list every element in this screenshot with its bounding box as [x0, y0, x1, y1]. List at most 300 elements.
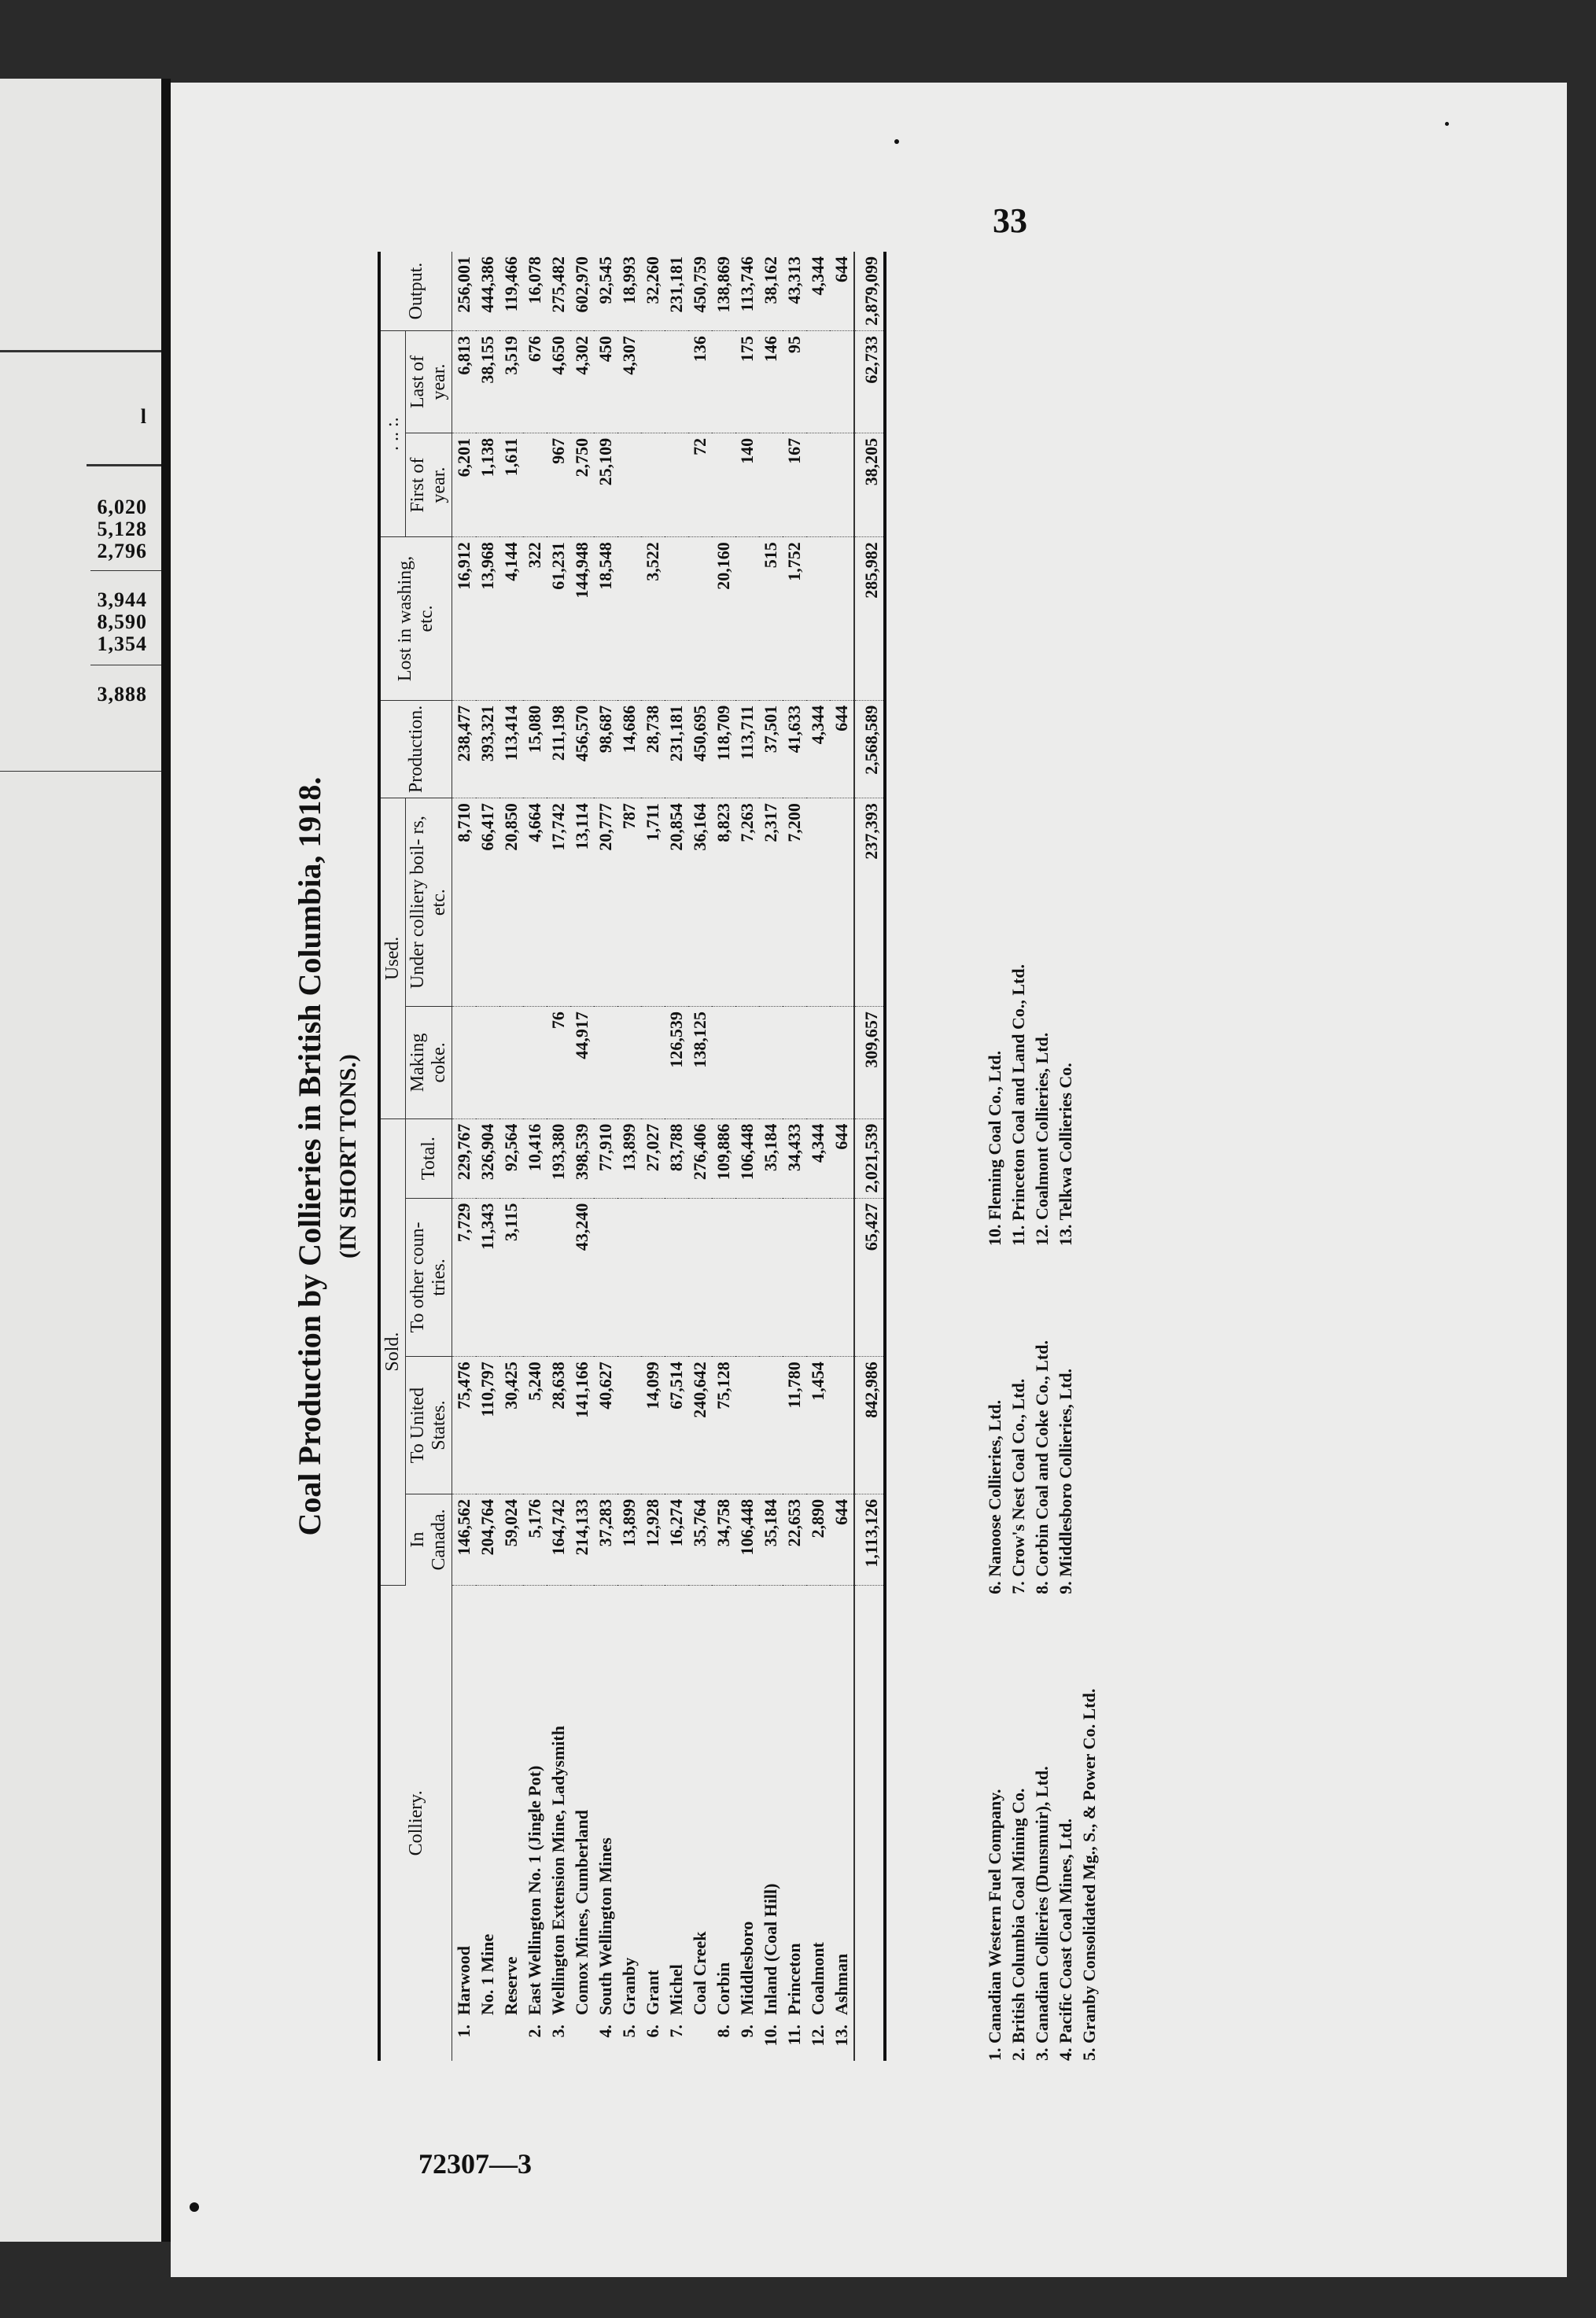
row-index: [499, 2020, 523, 2061]
footnote: 9. Middlesboro Collieries, Ltd.: [1056, 1368, 1075, 1594]
cell-last: 450: [594, 331, 617, 433]
cell-total: 398,539: [570, 1118, 594, 1198]
colliery-name: Reserve: [501, 1956, 521, 2015]
cell-lost: [735, 537, 759, 701]
colliery-name: Princeton: [784, 1943, 804, 2015]
speck: [894, 139, 899, 144]
cell-to-us: 11,780: [783, 1357, 806, 1494]
cell-boilers: 8,710: [452, 798, 477, 1007]
speck: [1445, 122, 1449, 126]
cell-production: 211,198: [547, 700, 570, 798]
cell-first: 1,611: [499, 433, 523, 536]
cell-output: 138,869: [712, 252, 735, 331]
cell-coke: [476, 1007, 499, 1119]
row-index: 2.: [525, 2025, 544, 2038]
left-page-number: 5,128: [97, 518, 147, 540]
row-index: 6.: [643, 2025, 662, 2038]
cell-coke: [641, 1007, 665, 1119]
cell-to-other: [830, 1198, 854, 1357]
cell-output: 275,482: [547, 252, 570, 331]
cell-to-other: [735, 1198, 759, 1357]
footnote: 10. Fleming Coal Co., Ltd.: [985, 1050, 1004, 1247]
cell-total: 10,416: [523, 1118, 547, 1198]
cell-to-us: 28,638: [547, 1357, 570, 1494]
cell-total: 27,027: [641, 1118, 665, 1198]
cell-production: 37,501: [759, 700, 783, 798]
cell-last: 676: [523, 331, 547, 433]
cell-first: [617, 433, 641, 536]
footnote: 11. Princeton Coal and Land Co., Ltd.: [1008, 964, 1028, 1247]
cell-total: 77,910: [594, 1118, 617, 1198]
cell-total: 92,564: [499, 1118, 523, 1198]
row-index: 13.: [831, 2025, 851, 2047]
total-output: 2,879,099: [854, 252, 885, 331]
coal-production-table: [378, 252, 886, 2061]
cell-in-canada: 12,928: [641, 1494, 665, 1585]
cell-first: 967: [547, 433, 570, 536]
cell-last: 146: [759, 331, 783, 433]
cell-output: 43,313: [783, 252, 806, 331]
left-page-rule: [0, 350, 161, 352]
cell-last: [641, 331, 665, 433]
cell-in-canada: 16,274: [665, 1494, 688, 1585]
cell-boilers: 7,200: [783, 798, 806, 1007]
cell-to-us: 1,454: [806, 1357, 830, 1494]
cell-output: 113,746: [735, 252, 759, 331]
cell-boilers: [806, 798, 830, 1007]
header-in-canada: In Canada.: [406, 1494, 452, 1585]
table-row: [806, 252, 830, 2061]
footnote: 5. Granby Consolidated Mg., S., & Power Co. Ltd.: [1079, 1688, 1099, 2061]
cell-first: [665, 433, 688, 536]
cell-lost: 515: [759, 537, 783, 701]
cell-lost: 61,231: [547, 537, 570, 701]
cell-first: [523, 433, 547, 536]
cell-lost: [806, 537, 830, 701]
row-index: 9.: [737, 2025, 757, 2038]
cell-to-other: [759, 1198, 783, 1357]
cell-to-other: [712, 1198, 735, 1357]
colliery-name: Coal Creek: [690, 1931, 710, 2015]
row-index: 7.: [666, 2025, 686, 2038]
cell-coke: [712, 1007, 735, 1119]
table-row: [759, 252, 783, 2061]
cell-to-us: [830, 1357, 854, 1494]
footnotes-column: [983, 1689, 1101, 2061]
left-page-number: 2,796: [97, 540, 147, 562]
cell-to-other: [594, 1198, 617, 1357]
cell-production: 450,695: [688, 700, 712, 798]
colliery-name: Harwood: [454, 1946, 474, 2015]
table-row: [783, 252, 806, 2061]
cell-in-canada: 35,184: [759, 1494, 783, 1585]
cell-coke: [735, 1007, 759, 1119]
cell-output: 644: [830, 252, 854, 331]
total-boilers: 237,393: [854, 798, 885, 1007]
cell-boilers: 7,263: [735, 798, 759, 1007]
cell-total: 83,788: [665, 1118, 688, 1198]
total-coke: 309,657: [854, 1007, 885, 1119]
cell-output: 119,466: [499, 252, 523, 331]
colliery-name: Inland (Coal Hill): [761, 1883, 780, 2015]
cell-in-canada: 34,758: [712, 1494, 735, 1585]
cell-to-us: 110,797: [476, 1357, 499, 1494]
cell-last: [665, 331, 688, 433]
total-lost: 285,982: [854, 537, 885, 701]
footnotes-column: [983, 1340, 1101, 1594]
colliery-name: South Wellington Mines: [595, 1837, 615, 2015]
cell-last: 4,650: [547, 331, 570, 433]
left-page-number: 6,020: [97, 496, 147, 518]
left-page-rule: [90, 570, 161, 571]
row-index: 3.: [548, 2025, 568, 2038]
total-to-other: 65,427: [854, 1198, 885, 1357]
header-under-boilers: Under colliery boil- rs, etc.: [406, 798, 452, 1007]
total-to-us: 842,986: [854, 1357, 885, 1494]
cell-output: 32,260: [641, 252, 665, 331]
cell-last: 3,519: [499, 331, 523, 433]
cell-boilers: 2,317: [759, 798, 783, 1007]
cell-to-other: [806, 1198, 830, 1357]
total-last: 62,733: [854, 331, 885, 433]
cell-last: 4,307: [617, 331, 641, 433]
footnote: 7. Crow's Nest Coal Co., Ltd.: [1008, 1378, 1028, 1594]
left-page-rule: [87, 464, 161, 466]
cell-production: 113,414: [499, 700, 523, 798]
header-last-of-year: Last of year.: [406, 331, 452, 433]
cell-output: 231,181: [665, 252, 688, 331]
cell-lost: 4,144: [499, 537, 523, 701]
colliery-name: Corbin: [713, 1962, 733, 2015]
cell-to-us: 240,642: [688, 1357, 712, 1494]
cell-to-us: 67,514: [665, 1357, 688, 1494]
cell-last: [806, 331, 830, 433]
cell-to-us: 40,627: [594, 1357, 617, 1494]
footnote: 1. Canadian Western Fuel Company.: [985, 1789, 1004, 2061]
cell-in-canada: 204,764: [476, 1494, 499, 1585]
table-row: [476, 252, 499, 2061]
cell-last: 4,302: [570, 331, 594, 433]
colliery-name: Wellington Extension Mine, Ladysmith: [548, 1726, 568, 2015]
cell-in-canada: 214,133: [570, 1494, 594, 1585]
cell-to-us: 14,099: [641, 1357, 665, 1494]
cell-total: 34,433: [783, 1118, 806, 1198]
cell-to-us: 141,166: [570, 1357, 594, 1494]
cell-total: 276,406: [688, 1118, 712, 1198]
table-row: [499, 252, 523, 2061]
cell-boilers: 20,850: [499, 798, 523, 1007]
footnote: 2. British Columbia Coal Mining Co.: [1008, 1788, 1028, 2061]
table-row: [547, 252, 570, 2061]
speck: [190, 2202, 199, 2212]
cell-to-us: 5,240: [523, 1357, 547, 1494]
cell-to-us: 75,128: [712, 1357, 735, 1494]
left-page-fragment: [0, 79, 161, 2242]
cell-to-other: [665, 1198, 688, 1357]
cell-coke: [499, 1007, 523, 1119]
cell-output: 450,759: [688, 252, 712, 331]
cell-in-canada: 644: [830, 1494, 854, 1585]
cell-first: [759, 433, 783, 536]
cell-production: 14,686: [617, 700, 641, 798]
colliery-name: Ashman: [831, 1953, 851, 2015]
cell-total: 109,886: [712, 1118, 735, 1198]
colliery-name: East Wellington No. 1 (Jingle Pot): [525, 1765, 544, 2015]
cell-total: 229,767: [452, 1118, 477, 1198]
table-title: Coal Production by Collieries in British Columbia, 1918.: [292, 776, 327, 1536]
cell-output: 602,970: [570, 252, 594, 331]
row-index: 4.: [595, 2025, 615, 2038]
cell-to-us: 75,476: [452, 1357, 477, 1494]
cell-coke: 44,917: [570, 1007, 594, 1119]
cell-in-canada: 5,176: [523, 1494, 547, 1585]
totals-spacer: [854, 1585, 885, 2020]
row-index: 12.: [808, 2025, 827, 2047]
cell-last: [830, 331, 854, 433]
footnote: 8. Corbin Coal and Coke Co., Ltd.: [1032, 1340, 1052, 1594]
cell-total: 35,184: [759, 1118, 783, 1198]
cell-first: [712, 433, 735, 536]
row-index: 10.: [761, 2025, 780, 2047]
cell-production: 393,321: [476, 700, 499, 798]
header-first-of-year: First of year.: [406, 433, 452, 536]
cell-lost: 144,948: [570, 537, 594, 701]
footnote: 13. Telkwa Collieries Co.: [1056, 1063, 1075, 1247]
cell-coke: [759, 1007, 783, 1119]
cell-total: 106,448: [735, 1118, 759, 1198]
rotated-content: [291, 252, 1274, 2061]
cell-to-other: 11,343: [476, 1198, 499, 1357]
cell-production: 456,570: [570, 700, 594, 798]
colliery-name: Grant: [643, 1970, 662, 2015]
cell-boilers: 20,777: [594, 798, 617, 1007]
table-row: [665, 252, 688, 2061]
footnote: 4. Pacific Coast Coal Mines, Ltd.: [1056, 1819, 1075, 2061]
cell-last: [712, 331, 735, 433]
colliery-name: Coalmont: [808, 1942, 827, 2015]
cell-first: 1,138: [476, 433, 499, 536]
cell-boilers: 36,164: [688, 798, 712, 1007]
footnote: 6. Nanoose Collieries, Ltd.: [985, 1399, 1004, 1594]
totals-spacer: [854, 2020, 885, 2061]
cell-production: 113,711: [735, 700, 759, 798]
cell-output: 444,386: [476, 252, 499, 331]
header-making-coke: Making coke.: [406, 1007, 452, 1119]
header-colliery: Colliery.: [379, 1585, 452, 2061]
row-index: 11.: [784, 2025, 804, 2046]
cell-boilers: 20,854: [665, 798, 688, 1007]
cell-last: 95: [783, 331, 806, 433]
cell-in-canada: 106,448: [735, 1494, 759, 1585]
cell-lost: 18,548: [594, 537, 617, 701]
cell-in-canada: 164,742: [547, 1494, 570, 1585]
table-subtitle: (IN SHORT TONS.): [335, 1054, 361, 1259]
footnote: 12. Coalmont Collieries, Ltd.: [1032, 1032, 1052, 1247]
cell-in-canada: 146,562: [452, 1494, 477, 1585]
cell-first: 72: [688, 433, 712, 536]
cell-boilers: 4,664: [523, 798, 547, 1007]
cell-first: 6,201: [452, 433, 477, 536]
header-used: Used.: [379, 798, 406, 1119]
cell-output: 4,344: [806, 252, 830, 331]
colliery-name: Michel: [666, 1964, 686, 2015]
cell-first: 140: [735, 433, 759, 536]
cell-to-other: [641, 1198, 665, 1357]
header-output: Output.: [379, 252, 452, 331]
cell-last: 6,813: [452, 331, 477, 433]
table-row: [523, 252, 547, 2061]
footnotes: [983, 252, 1101, 2061]
table-row: [735, 252, 759, 2061]
cell-to-other: [523, 1198, 547, 1357]
left-page-number: 8,590: [97, 610, 147, 633]
cell-coke: [523, 1007, 547, 1119]
cell-output: 256,001: [452, 252, 477, 331]
left-page-number: 1,354: [97, 632, 147, 655]
cell-total: 326,904: [476, 1118, 499, 1198]
total-in-canada: 1,113,126: [854, 1494, 885, 1585]
page-number: 33: [993, 201, 1027, 240]
cell-total: 193,380: [547, 1118, 570, 1198]
table-row: [570, 252, 594, 2061]
cell-to-other: [688, 1198, 712, 1357]
cell-to-other: [783, 1198, 806, 1357]
cell-first: [806, 433, 830, 536]
row-index: 1.: [454, 2025, 474, 2038]
cell-coke: 76: [547, 1007, 570, 1119]
cell-production: 238,477: [452, 700, 477, 798]
cell-lost: [665, 537, 688, 701]
cell-production: 41,633: [783, 700, 806, 798]
cell-coke: 138,125: [688, 1007, 712, 1119]
cell-coke: [830, 1007, 854, 1119]
cell-in-canada: 35,764: [688, 1494, 712, 1585]
cell-lost: 13,968: [476, 537, 499, 701]
footnotes-column: [983, 964, 1101, 1246]
cell-lost: 3,522: [641, 537, 665, 701]
cell-output: 16,078: [523, 252, 547, 331]
cell-to-other: 43,240: [570, 1198, 594, 1357]
cell-boilers: 1,711: [641, 798, 665, 1007]
cell-total: 644: [830, 1118, 854, 1198]
colliery-name: No. 1 Mine: [477, 1933, 497, 2015]
cell-to-us: 30,425: [499, 1357, 523, 1494]
cell-total: 4,344: [806, 1118, 830, 1198]
cell-to-other: 7,729: [452, 1198, 477, 1357]
left-page-number: 3,888: [97, 683, 147, 706]
cell-last: 136: [688, 331, 712, 433]
cell-production: 644: [830, 700, 854, 798]
cell-lost: 20,160: [712, 537, 735, 701]
cell-output: 92,545: [594, 252, 617, 331]
cell-in-canada: 13,899: [617, 1494, 641, 1585]
cell-boilers: 787: [617, 798, 641, 1007]
cell-to-other: 3,115: [499, 1198, 523, 1357]
cell-in-canada: 59,024: [499, 1494, 523, 1585]
cell-output: 38,162: [759, 252, 783, 331]
row-index: [688, 2020, 712, 2061]
cell-to-us: [617, 1357, 641, 1494]
cell-coke: [783, 1007, 806, 1119]
cell-lost: [688, 537, 712, 701]
cell-production: 28,738: [641, 700, 665, 798]
left-page-rule: [0, 771, 161, 772]
cell-in-canada: 22,653: [783, 1494, 806, 1585]
header-to-us: To United States.: [406, 1357, 452, 1494]
table-row: [617, 252, 641, 2061]
book-gutter: [161, 79, 171, 2242]
cell-boilers: [830, 798, 854, 1007]
table-id: 72307—3: [418, 2148, 532, 2180]
cell-coke: [594, 1007, 617, 1119]
header-stocks: . .. :.: [379, 331, 406, 537]
cell-boilers: 17,742: [547, 798, 570, 1007]
totals-row: [854, 252, 885, 2061]
cell-coke: [617, 1007, 641, 1119]
cell-coke: [806, 1007, 830, 1119]
total-production: 2,568,589: [854, 700, 885, 798]
cell-in-canada: 37,283: [594, 1494, 617, 1585]
cell-to-other: [547, 1198, 570, 1357]
cell-production: 231,181: [665, 700, 688, 798]
cell-lost: 16,912: [452, 537, 477, 701]
cell-coke: 126,539: [665, 1007, 688, 1119]
colliery-name: Comox Mines, Cumberland: [572, 1810, 592, 2015]
left-page-number: 3,944: [97, 588, 147, 611]
table-row: [712, 252, 735, 2061]
header-sold: Sold.: [379, 1118, 406, 1585]
cell-production: 15,080: [523, 700, 547, 798]
cell-last: 38,155: [476, 331, 499, 433]
header-production: Production.: [379, 700, 452, 798]
table-row: [688, 252, 712, 2061]
cell-to-us: [735, 1357, 759, 1494]
cell-first: [641, 433, 665, 536]
total-first: 38,205: [854, 433, 885, 536]
row-index: 8.: [713, 2025, 733, 2038]
cell-production: 118,709: [712, 700, 735, 798]
cell-total: 13,899: [617, 1118, 641, 1198]
table-row: [830, 252, 854, 2061]
left-page-heading: l: [140, 405, 147, 428]
cell-to-other: [617, 1198, 641, 1357]
row-index: 5.: [619, 2025, 639, 2038]
cell-last: 175: [735, 331, 759, 433]
cell-in-canada: 2,890: [806, 1494, 830, 1585]
header-total: Total.: [406, 1118, 452, 1198]
table-row: [452, 252, 477, 2061]
total-total: 2,021,539: [854, 1118, 885, 1198]
colliery-name: Middlesboro: [737, 1921, 757, 2015]
cell-production: 98,687: [594, 700, 617, 798]
cell-first: 2,750: [570, 433, 594, 536]
cell-output: 18,993: [617, 252, 641, 331]
cell-boilers: 13,114: [570, 798, 594, 1007]
cell-lost: [830, 537, 854, 701]
row-index: [570, 2020, 594, 2061]
cell-to-us: [759, 1357, 783, 1494]
footnote: 3. Canadian Collieries (Dunsmuir), Ltd.: [1032, 1766, 1052, 2061]
row-index: [476, 2020, 499, 2061]
cell-lost: 322: [523, 537, 547, 701]
cell-boilers: 66,417: [476, 798, 499, 1007]
table-row: [641, 252, 665, 2061]
header-lost: Lost in washing, etc.: [379, 537, 452, 701]
colliery-name: Granby: [619, 1957, 639, 2015]
header-to-other: To other coun- tries.: [406, 1198, 452, 1357]
cell-lost: 1,752: [783, 537, 806, 701]
cell-lost: [617, 537, 641, 701]
